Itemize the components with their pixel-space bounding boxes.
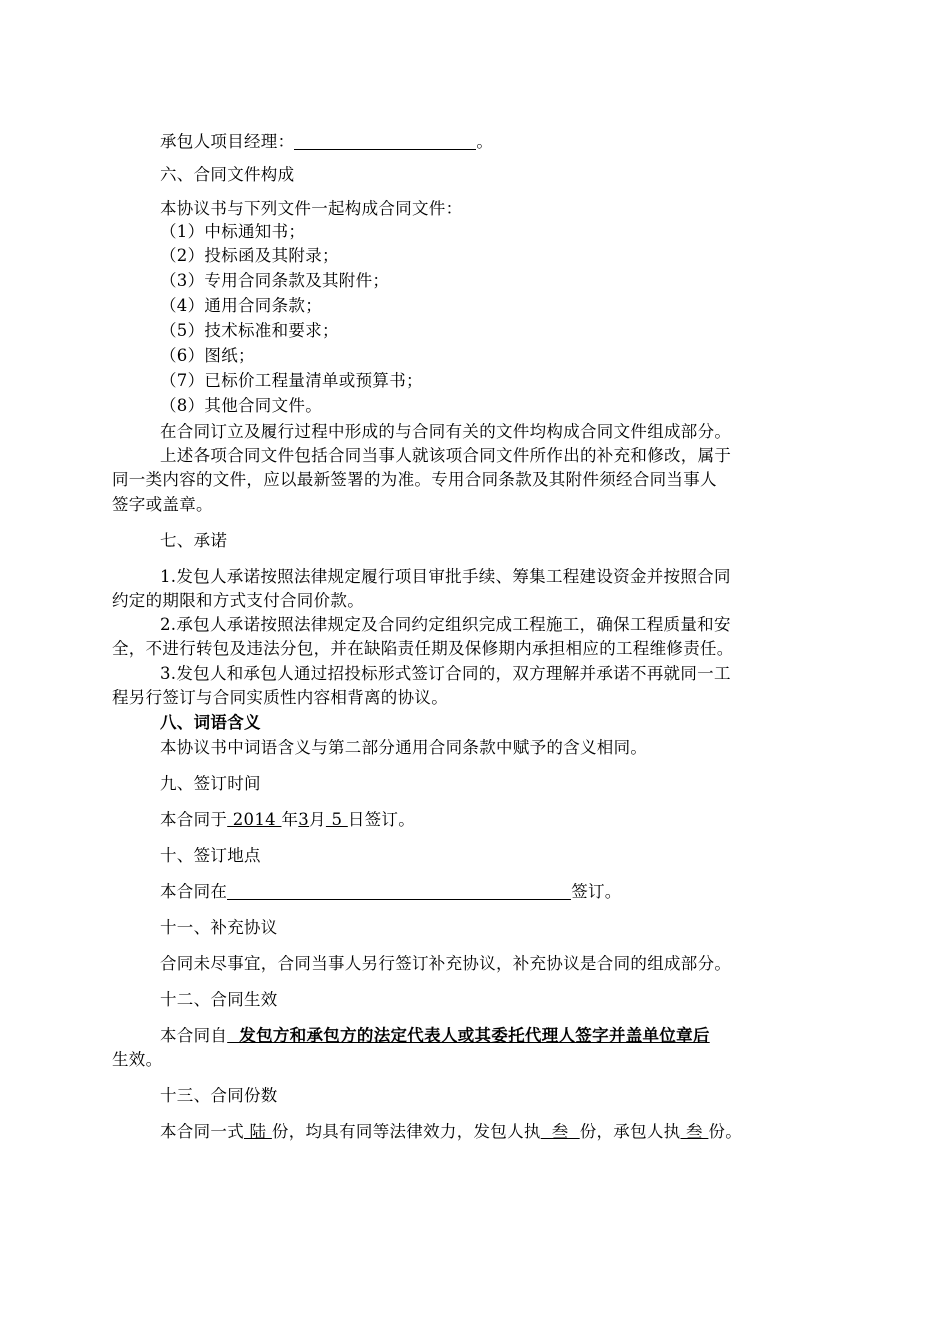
signing-year: 2014 [227,810,282,829]
commitment-3-cont: 程另行签订与合同实质性内容相背离的协议。 [112,688,448,707]
doc-list-item: （8）其他合同文件。 [160,396,322,415]
section-6-paragraph-2-cont: 签字或盖章。 [112,495,213,514]
copies-contractor: 叁 [680,1122,709,1141]
signing-date-line [160,809,415,831]
signing-place-line [160,881,622,903]
year-suffix: 年 [281,810,299,829]
day-suffix: 日签订。 [347,810,416,829]
signing-month: 3 [298,810,310,829]
signing-date-prefix: 本合同于 [160,810,228,829]
commitment-1-cont: 约定的期限和方式支付合同价款。 [112,591,364,610]
doc-list-item: （3）专用合同条款及其附件； [160,271,390,290]
section-10-heading: 十、签订地点 [160,846,261,865]
effective-prefix: 本合同自 [160,1026,228,1045]
doc-list-item: （6）图纸； [160,346,255,365]
project-manager-label: 承包人项目经理： [160,132,295,151]
commitment-2: 2.承包人承诺按照法律规定及合同约定组织完成工程施工，确保工程质量和安 [160,615,731,634]
signing-day: 5 [325,810,348,829]
effective-suffix: 生效。 [112,1050,163,1069]
copies-text: 份，均具有同等法律效力，发包人执 [271,1122,541,1141]
effective-condition-line [160,1025,710,1047]
copies-total: 陆 [244,1122,272,1141]
section-8-text: 本协议书中词语含义与第二部分通用合同条款中赋予的含义相同。 [160,738,648,757]
commitment-3: 3.发包人和承包人通过招投标形式签订合同的，双方理解并承诺不再就同一工 [160,664,731,683]
doc-list-item: （5）技术标准和要求； [160,321,339,340]
section-6-paragraph-2-cont: 同一类内容的文件，应以最新签署的为准。专用合同条款及其附件须经合同当事人 [112,470,717,489]
project-manager-blank[interactable] [294,133,476,150]
doc-list-item: （4）通用合同条款； [160,296,322,315]
signing-place-prefix: 本合同在 [160,882,228,901]
copies-line [160,1121,742,1143]
section-7-heading: 七、承诺 [160,531,228,550]
project-manager-end: 。 [476,132,494,151]
section-6-paragraph-2: 上述各项合同文件包括合同当事人就该项合同文件所作出的补充和修改，属于 [160,446,732,465]
section-9-heading: 九、签订时间 [160,774,261,793]
project-manager-line [160,131,493,153]
commitment-2-cont: 全，不进行转包及违法分包，并在缺陷责任期及保修期内承担相应的工程维修责任。 [112,639,734,658]
copies-text: 份。 [708,1122,742,1141]
section-12-heading: 十二、合同生效 [160,990,278,1009]
section-11-heading: 十一、补充协议 [160,918,278,937]
section-6-intro: 本协议书与下列文件一起构成合同文件： [160,199,463,218]
commitment-1: 1.发包人承诺按照法律规定履行项目审批手续、筹集工程建设资金并按照合同 [160,567,731,586]
signing-place-blank[interactable] [227,883,571,900]
section-13-heading: 十三、合同份数 [160,1086,278,1105]
section-6-paragraph-1: 在合同订立及履行过程中形成的与合同有关的文件均构成合同文件组成部分。 [160,422,732,441]
effective-condition: 发包方和承包方的法定代表人或其委托代理人签字并盖单位章后 [227,1026,710,1045]
doc-list-item: （7）已标价工程量清单或预算书； [160,371,423,390]
month-suffix: 月 [309,810,326,829]
copies-text: 份，承包人执 [579,1122,681,1141]
section-8-heading: 八、词语含义 [160,713,261,732]
section-11-text: 合同未尽事宜，合同当事人另行签订补充协议，补充协议是合同的组成部分。 [160,954,732,973]
doc-list-item: （2）投标函及其附录； [160,246,339,265]
section-6-heading: 六、合同文件构成 [160,165,295,184]
copies-employer: 叁 [540,1122,580,1141]
copies-text: 本合同一式 [160,1122,244,1141]
signing-place-suffix: 签订。 [571,882,622,901]
doc-list-item: （1）中标通知书； [160,222,306,241]
